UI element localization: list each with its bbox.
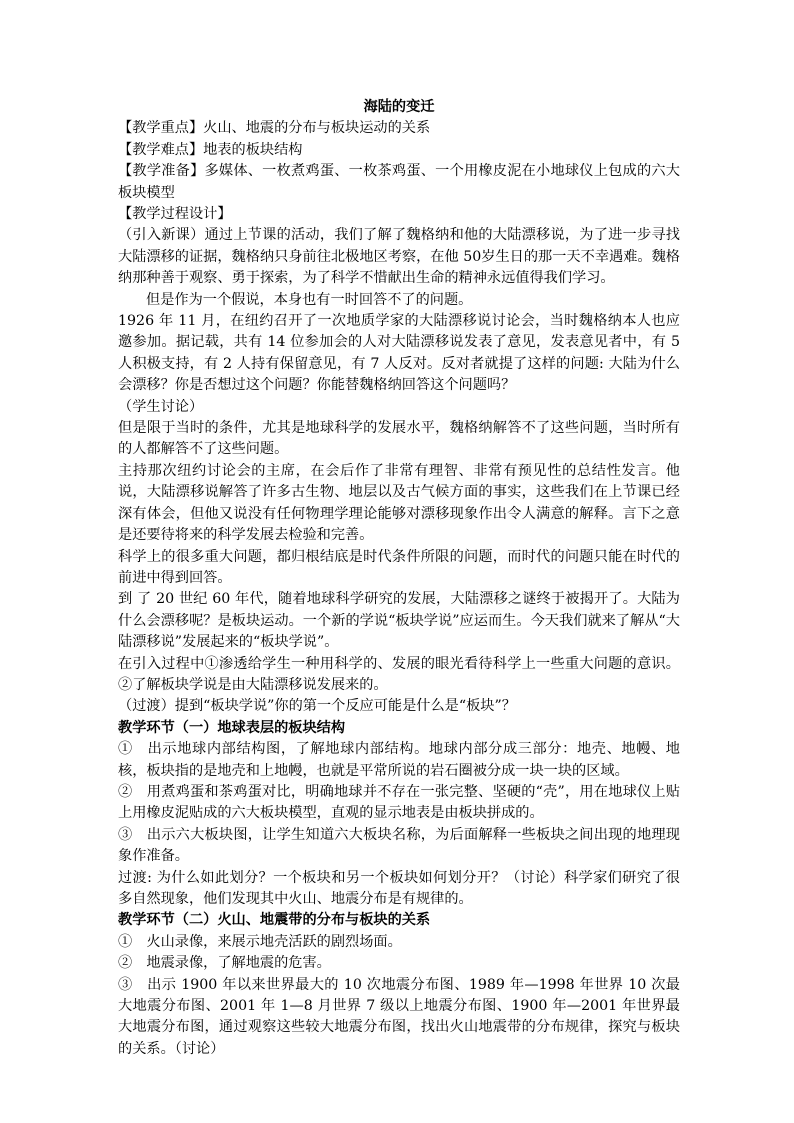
step-one-1: ① 出示地球内部结构图，了解地球内部结构。地球内部分成三部分：地壳、地幔、地核，板块指的是地壳和上地幔，也就是平常所说的岩石圈被分成一块一块的区域。 [118, 741, 680, 779]
sixties-paragraph: 到 了 20 世纪 60 年代，随着地球科学研究的发展，大陆漂移之谜终于被揭开了。大陆为什么会漂移呢？是板块运动。一个新的学说“板块学说”应运而生。今天我们就来了解从“大陆漂移说”发展起来的“板块学说”。 [118, 591, 680, 651]
step-one-3: ③ 出示六大板块图，让学生知道六大板块名称，为后面解释一些板块之间出现的地理现象作准备。 [118, 826, 680, 865]
intro-purpose-paragraph: 在引入过程中①渗透给学生一种用科学的、发展的眼光看待科学上一些重大问题的意识。②了解板块学说是由大陆漂移说发展来的。 [118, 655, 680, 693]
step-one-2: ② 用煮鸡蛋和茶鸡蛋对比，明确地球并不存在一张完整、坚硬的“壳”，用在地球仪上贴上用橡皮泥贴成的六大板块模型，直观的显示地表是由板块拼成的。 [118, 783, 680, 822]
process-heading: 【教学过程设计】 [118, 206, 232, 223]
chairman-paragraph: 主持那次纽约讨论会的主席，在会后作了非常有理智、非常有预见性的总结性发言。他说，大陆漂移说解答了许多古生物、地层以及古气候方面的事实，这些我们在上节课已经深有体会，但他又说没有任何物理学理论能够对漂移现象作出令人满意的解释。言下之意是还要待将来的科学发展去检验和完善。 [118, 462, 680, 544]
conference-paragraph: 1926 年 11 月，在纽约召开了一次地质学家的大陆漂移说讨论会，当时魏格纳本人也应邀参加。据记载，共有 14 位参加会的人对大陆漂移说发表了意见，发表意见者中，有 5 人积极支持，有 2 人持有保留意见，有 7 人反对。反对者就提了这样的问题: 大陆为什么会漂移？你是否想过这个问题？你能替魏格纳回答这个问题吗？ [118, 313, 680, 394]
section-heading-two: 教学环节（二）火山、地震带的分布与板块的关系 [118, 912, 431, 929]
difficult-point: 【教学难点】地表的板块结构 [118, 141, 303, 158]
science-paragraph: 科学上的很多重大问题，都归根结底是时代条件所限的问题，而时代的问题只能在时代的前进中得到回答。 [118, 548, 680, 586]
student-discussion: （学生讨论） [118, 398, 204, 415]
transition-paragraph: （过渡）提到“板块学说”你的第一个反应可能是什么是“板块”？ [118, 698, 516, 715]
section-heading-one: 教学环节（一）地球表层的板块结构 [118, 719, 346, 736]
step-two-1: ① 火山录像，来展示地壳活跃的剧烈场面。 [118, 933, 402, 950]
transition-two-paragraph: 过渡: 为什么如此划分？一个板块和另一个板块如何划分开？（讨论）科学家们研究了很多自然现象，他们发现其中火山、地震分布是有规律的。 [118, 869, 680, 908]
step-two-2: ② 地震录像，了解地震的危害。 [118, 955, 331, 972]
key-point: 【教学重点】火山、地震的分布与板块运动的关系 [118, 120, 431, 137]
document-page [118, 97, 680, 1060]
hypothesis-paragraph: 但是作为一个假说，本身也有一时回答不了的问题。 [146, 291, 473, 308]
intro-paragraph: （引入新课）通过上节课的活动，我们了解了魏格纳和他的大陆漂移说，为了进一步寻找大陆漂移的证据，魏格纳只身前往北极地区考察，在他 50岁生日的那一天不幸遇难。魏格纳那种善于观察、勇于探索，为了科学不惜献出生命的精神永远值得我们学习。 [118, 227, 680, 287]
limitation-paragraph: 但是限于当时的条件，尤其是地球科学的发展水平，魏格纳解答不了这些问题，当时所有的人都解答不了这些问题。 [118, 420, 680, 458]
step-two-3: ③ 出示 1900 年以来世界最大的 10 次地震分布图、1989 年—1998 年世界 10 次最大地震分布图、2001 年 1—8 月世界 7 级以上地震分布图、1900 年—2001 年世界最大地震分布图，通过观察这些较大地震分布图，找出火山地震带的分布规律，探究与板块的关系。（讨论） [118, 976, 680, 1057]
teaching-preparation: 【教学准备】多媒体、一枚煮鸡蛋、一枚茶鸡蛋、一个用橡皮泥在小地球仪上包成的六大板块模型 [118, 163, 680, 201]
document-title: 海陆的变迁 [363, 99, 435, 115]
